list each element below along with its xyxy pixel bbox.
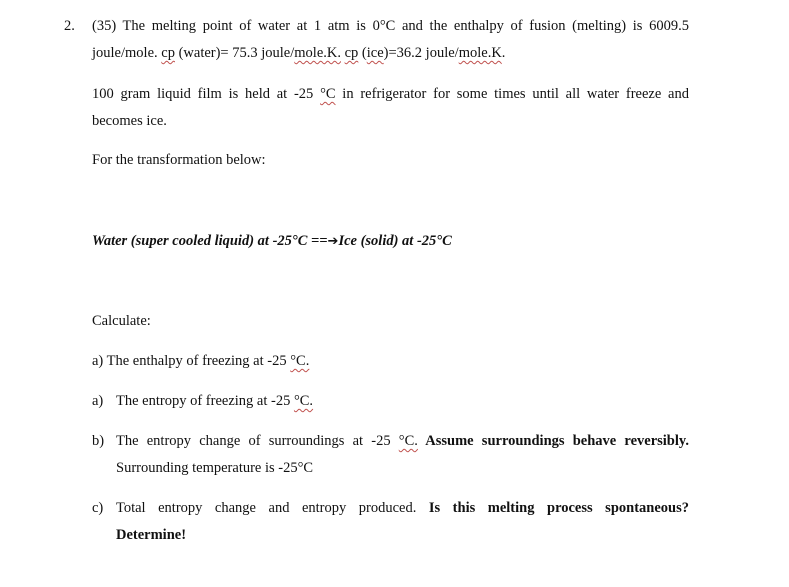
degree-unit: °C. xyxy=(290,353,310,369)
item-surroundings-entropy xyxy=(116,432,689,450)
item-total-line2: Determine! xyxy=(116,527,187,543)
item-bold-question: Is this melting process spontaneous? xyxy=(428,500,689,516)
intro-text: joule/mole. xyxy=(92,45,162,61)
reaction-left: Water (super cooled liquid) at -25°C == xyxy=(92,233,328,249)
degree-unit: °C. xyxy=(398,433,418,449)
cp-term: cp xyxy=(344,45,359,61)
intro-text: . xyxy=(501,45,506,61)
cp-term: cp xyxy=(161,45,175,61)
degree-unit: °C. xyxy=(293,393,314,409)
arrow-icon: ➔ xyxy=(327,234,339,249)
film-line-1 xyxy=(92,85,689,103)
question-number: 2. xyxy=(64,18,75,34)
intro-text: )=36.2 joule/ xyxy=(383,45,459,61)
transform-intro: For the transformation below: xyxy=(92,152,266,168)
item-enthalpy-freezing xyxy=(92,352,309,370)
item-text: Total entropy change and entropy produced. xyxy=(116,500,429,516)
item-surroundings-marker: b) xyxy=(92,433,105,449)
degree-unit: °C xyxy=(320,86,336,102)
film-text: 100 gram liquid film is held at -25 xyxy=(92,86,321,102)
intro-line-1: (35) The melting point of water at 1 atm is 0°C and the enthalpy of fusion (melting) is 6009.5 xyxy=(92,18,689,34)
intro-line-2 xyxy=(92,44,505,62)
film-text: in refrigerator for some times until all water freeze and xyxy=(335,86,689,102)
intro-text: (water)= 75.3 joule/ xyxy=(174,45,295,61)
item-text: The entropy change of surroundings at -25 xyxy=(116,433,399,449)
item-entropy-marker: a) xyxy=(92,393,104,409)
item-text: The entropy of freezing at -25 xyxy=(116,393,294,409)
ice-term: ice xyxy=(366,45,384,61)
item-bold-note: Assume surroundings behave reversibly. xyxy=(417,433,689,449)
reaction-right: Ice (solid) at -25°C xyxy=(338,233,452,249)
film-line-2: becomes ice. xyxy=(92,113,167,129)
item-total-marker: c) xyxy=(92,500,104,516)
item-text: The enthalpy of freezing at -25 xyxy=(106,353,291,369)
item-surroundings-line2: Surrounding temperature is -25°C xyxy=(116,460,314,476)
item-entropy-freezing xyxy=(116,392,313,410)
reaction-equation xyxy=(92,232,452,251)
intro-text: ( xyxy=(358,45,367,61)
calculate-heading: Calculate: xyxy=(92,313,151,329)
item-marker: a) xyxy=(92,353,104,369)
item-total-entropy xyxy=(116,499,689,517)
unit-term: mole.K xyxy=(458,45,502,61)
unit-term: mole.K. xyxy=(294,45,341,61)
